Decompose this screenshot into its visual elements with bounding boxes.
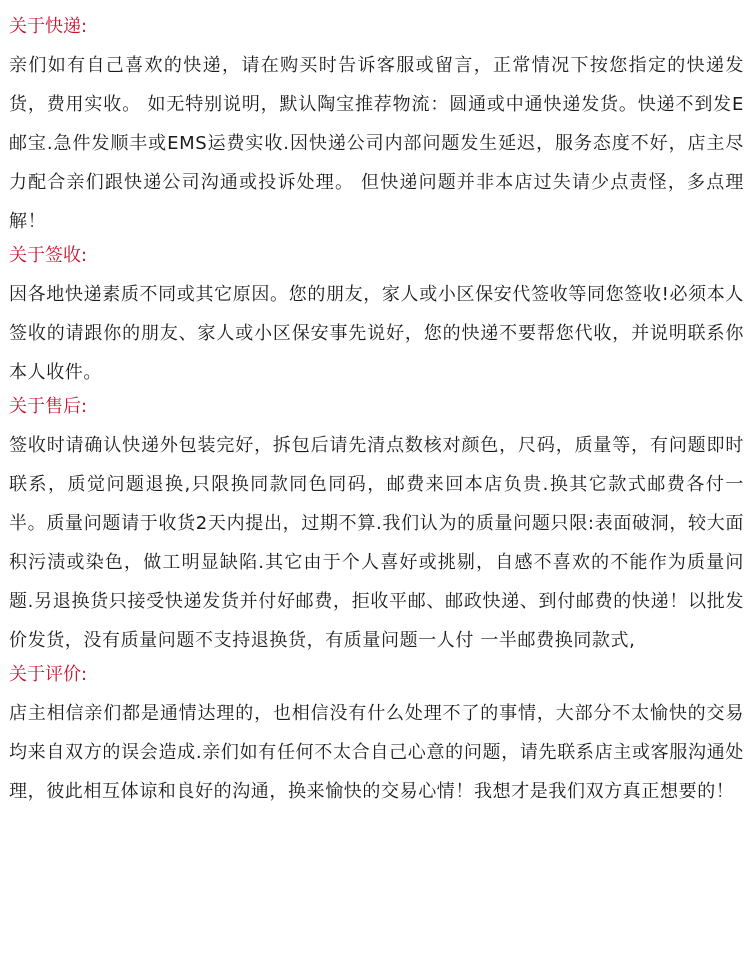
- section-heading-after-sales: 关于售后:: [9, 396, 88, 417]
- section-shipping: [9, 14, 744, 241]
- section-heading-shipping: 关于快递:: [9, 16, 88, 37]
- section-after-sales: [9, 394, 744, 660]
- section-body-reviews: 店主相信亲们都是通情达理的，也相信没有什么处理不了的事情，大部分不太愉快的交易均来自双方的误会造成.亲们如有任何不太合自己心意的问题，请先联系店主或客服沟通处理，彼此相互体谅和良好的沟通，换来愉快的交易心情！我想才是我们双方真正想要的！: [9, 703, 744, 802]
- section-heading-reviews: 关于评价:: [9, 664, 88, 685]
- section-heading-signing: 关于签收:: [9, 245, 88, 266]
- section-signing: [9, 243, 744, 392]
- section-body-signing: 因各地快递素质不同或其它原因。您的朋友，家人或小区保安代签收等同您签收!必须本人签收的请跟你的朋友、家人或小区保安事先说好，您的快递不要帮您代收，并说明联系你本人收件。: [9, 284, 744, 383]
- section-body-shipping: 亲们如有自己喜欢的快递，请在购买时告诉客服或留言，正常情况下按您指定的快递发货，费用实收。 如无特别说明，默认陶宝推荐物流：圆通或中通快递发货。快递不到发E邮宝.急件发顺丰或EMS运费实收.因快递公司内部问题发生延迟，服务态度不好，店主尽力配合亲们跟快递公司沟通或投诉处理。 但快递问题并非本店过失请少点责怪，多点理解！: [9, 55, 744, 232]
- section-body-after-sales: 签收时请确认快递外包装完好，拆包后请先清点数核对颜色，尺码，质量等，有问题即时联系，质觉问题退换,只限换同款同色同码，邮费来回本店负贵.换其它款式邮费各付一半。质量问题请于收货2天内提出，过期不算.我们认为的质量问题只限:表面破洞，较大面积污渍或染色，做工明显缺陷.其它由于个人喜好或挑剔，自感不喜欢的不能作为质量问题.另退换货只接受快递发货并付好邮费，拒收平邮、邮政快递、到付邮费的快递！以批发价发货，没有质量问题不支持退换货，有质量问题一人付 一半邮费换同款式,: [9, 435, 744, 651]
- section-reviews: [9, 662, 744, 811]
